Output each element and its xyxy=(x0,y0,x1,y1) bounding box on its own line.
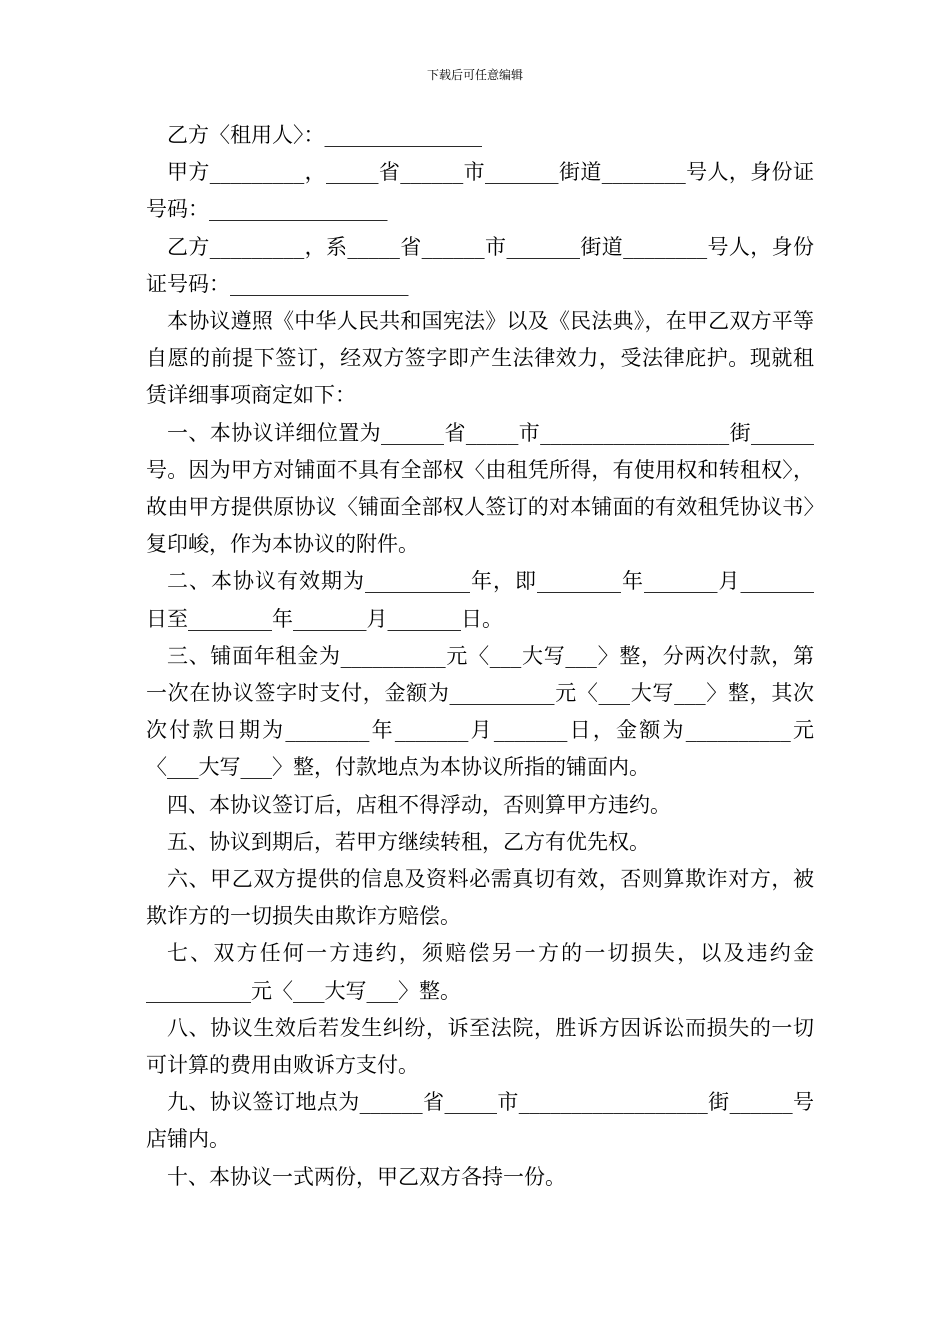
clause-5: 五、协议到期后，若甲方继续转租，乙方有优先权。 xyxy=(167,829,650,854)
clause-9: 九、协议签订地点为______省_____市__________________街______号店铺内。 xyxy=(146,1090,814,1152)
clause-7: 七、双方任何一方违约，须赔偿另一方的一切损失，以及违约金__________元〈___大写___〉整。 xyxy=(146,941,814,1003)
page-header-note: 下载后可任意编辑 xyxy=(426,68,523,82)
clause-4: 四、本协议签订后，店租不得浮动，否则算甲方违约。 xyxy=(167,792,671,817)
party-b-info: 乙方_________，系_____省______市_______街道________号人，身份证号码：_________________ xyxy=(146,234,814,296)
contract-body xyxy=(146,117,814,1196)
clause-6: 六、甲乙双方提供的信息及资料必需真切有效，否则算欺诈对方，被欺诈方的一切损失由欺诈方赔偿。 xyxy=(146,867,814,929)
clause-10: 十、本协议一式两份，甲乙双方各持一份。 xyxy=(167,1164,566,1189)
clause-2: 二、本协议有效期为__________年，即________年_______月_______日至________年_______月_______日。 xyxy=(146,569,814,631)
party-b-title: 乙方〈租用人〉：_______________ xyxy=(167,123,482,147)
preamble: 本协议遵照《中华人民共和国宪法》以及《民法典》，在甲乙双方平等自愿的前提下签订，经双方签字即产生法律效力，受法律庇护。现就租赁详细事项商定如下： xyxy=(146,309,814,408)
clause-3: 三、铺面年租金为__________元〈___大写___〉整，分两次付款，第一次在协议签字时支付，金额为__________元〈___大写___〉整，其次次付款日期为________年_______月_______日，金额为__________元〈___大写___〉整，付款地点为本协议所指的铺面内。 xyxy=(146,643,814,780)
clause-1: 一、本协议详细位置为______省_____市__________________街______号。因为甲方对铺面不具有全部权〈由租凭所得，有使用权和转租权〉，故由甲方提供原协议〈铺面全部权人签订的对本铺面的有效租凭协议书〉复印峻，作为本协议的附件。 xyxy=(146,420,814,557)
party-a-info: 甲方_________，_____省______市_______街道________号人，身份证号码：_________________ xyxy=(146,160,814,222)
clause-8: 八、协议生效后若发生纠纷，诉至法院，胜诉方因诉讼而损失的一切可计算的费用由败诉方支付。 xyxy=(146,1015,814,1078)
